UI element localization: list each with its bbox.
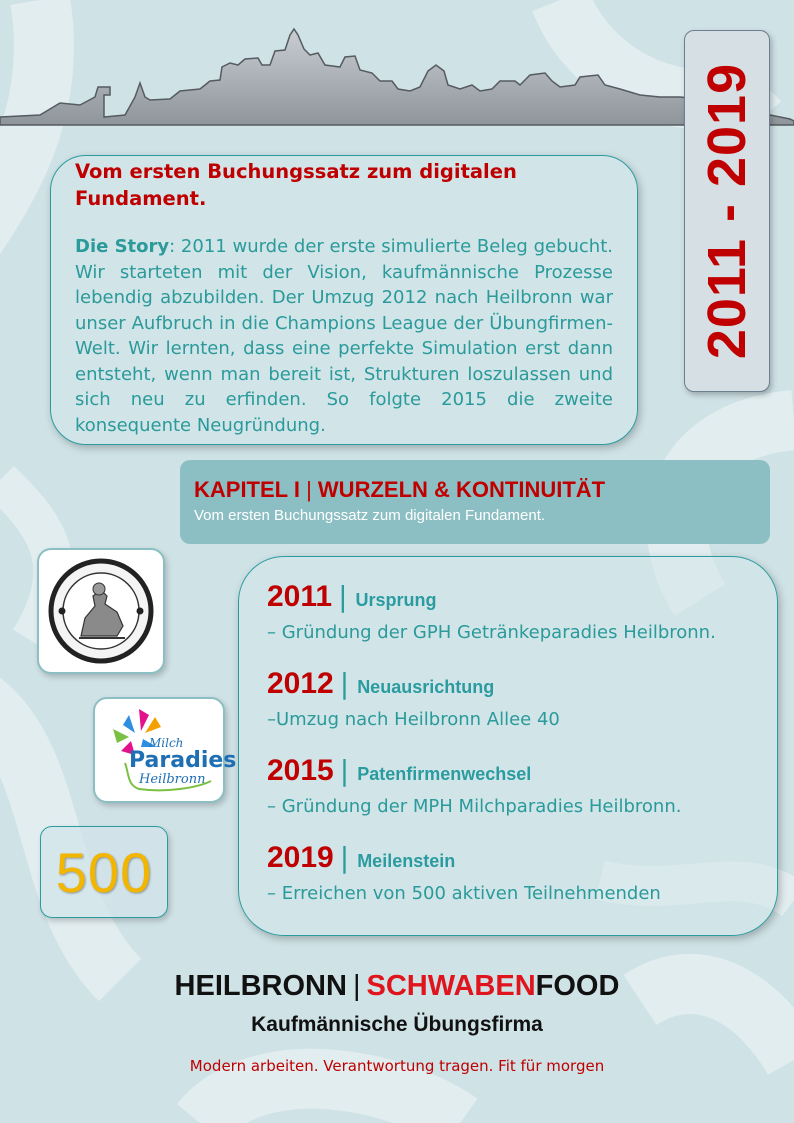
timeline-event bbox=[267, 753, 777, 840]
participant-count-box bbox=[40, 826, 168, 918]
chapter-name: WURZELN & KONTINUITÄT bbox=[317, 477, 606, 502]
chapter-title-separator: | bbox=[306, 477, 312, 502]
story-title: Vom ersten Buchungssatz zum digitalen Fundament. bbox=[75, 160, 517, 210]
chapter-banner bbox=[180, 460, 770, 544]
timeline-event bbox=[267, 666, 777, 753]
gph-emblem-icon bbox=[45, 556, 157, 666]
chapter-title bbox=[194, 476, 770, 504]
chapter-number: KAPITEL I bbox=[194, 477, 300, 502]
timeline-event bbox=[267, 579, 777, 666]
event-separator: | bbox=[338, 580, 348, 613]
brand-slogan: Modern arbeiten. Verantwortung tragen. Fit für morgen bbox=[189, 1057, 605, 1075]
city-skyline-graphic bbox=[0, 25, 794, 135]
timeline-panel bbox=[238, 556, 778, 936]
event-description: – Gründung der MPH Milchparadies Heilbronn. bbox=[267, 796, 682, 817]
chapter-subtitle: Vom ersten Buchungssatz zum digitalen Fundament. bbox=[194, 507, 546, 524]
brand-name bbox=[0, 966, 794, 1006]
brand-separator: | bbox=[352, 970, 361, 1002]
event-year: 2012 bbox=[267, 667, 334, 700]
brand-city: HEILBRONN bbox=[174, 970, 347, 1002]
mph-logo-text-3: Heilbronn bbox=[139, 772, 206, 787]
timeline-event bbox=[267, 840, 777, 927]
story-body: : 2011 wurde der erste simulierte Beleg gebucht. Wir starteten mit der Vision, kaufmännische Prozesse lebendig abzubilden. Der Umzug 2012 nach Heilbronn war unser Aufbruch in die Champions League der Übungfirmen-Welt. Wir lernten, dass eine perfekte Simulation erst dann entsteht, wenn man bereit ist, Strukturen loszulassen und sich neu zu erfinden. So folgte 2015 die zweite konsequente Neugründung. bbox=[75, 236, 613, 436]
year-range-panel bbox=[684, 30, 770, 392]
story-panel bbox=[50, 155, 638, 445]
year-range-heading: 2011 - 2019 bbox=[697, 62, 757, 360]
event-year: 2011 bbox=[267, 580, 333, 613]
mph-logo-text-1: Milch bbox=[149, 736, 184, 750]
event-label: Ursprung bbox=[355, 590, 437, 610]
event-separator: | bbox=[339, 667, 350, 700]
brand-subtitle: Kaufmännische Übungsfirma bbox=[251, 1013, 543, 1036]
brand-red-part: SCHWABEN bbox=[366, 970, 536, 1002]
gph-logo bbox=[37, 548, 165, 674]
event-separator: | bbox=[339, 841, 350, 874]
event-year: 2015 bbox=[267, 754, 334, 787]
event-description: – Gründung der GPH Getränkeparadies Heilbronn. bbox=[267, 622, 716, 643]
event-label: Patenfirmenwechsel bbox=[357, 764, 532, 784]
story-text bbox=[75, 234, 613, 438]
mph-logo-text-2: Paradies bbox=[129, 748, 237, 773]
event-label: Neuausrichtung bbox=[357, 677, 495, 697]
mph-star-logo-icon bbox=[99, 703, 237, 797]
story-label: Die Story bbox=[75, 236, 170, 257]
event-year: 2019 bbox=[267, 841, 334, 874]
event-separator: | bbox=[339, 754, 350, 787]
brand-suffix: FOOD bbox=[535, 970, 620, 1002]
event-description: –Umzug nach Heilbronn Allee 40 bbox=[267, 709, 560, 730]
mph-logo bbox=[93, 697, 237, 803]
event-label: Meilenstein bbox=[357, 851, 456, 871]
event-description: – Erreichen von 500 aktiven Teilnehmenden bbox=[267, 883, 661, 904]
participant-count: 500 bbox=[55, 840, 153, 904]
